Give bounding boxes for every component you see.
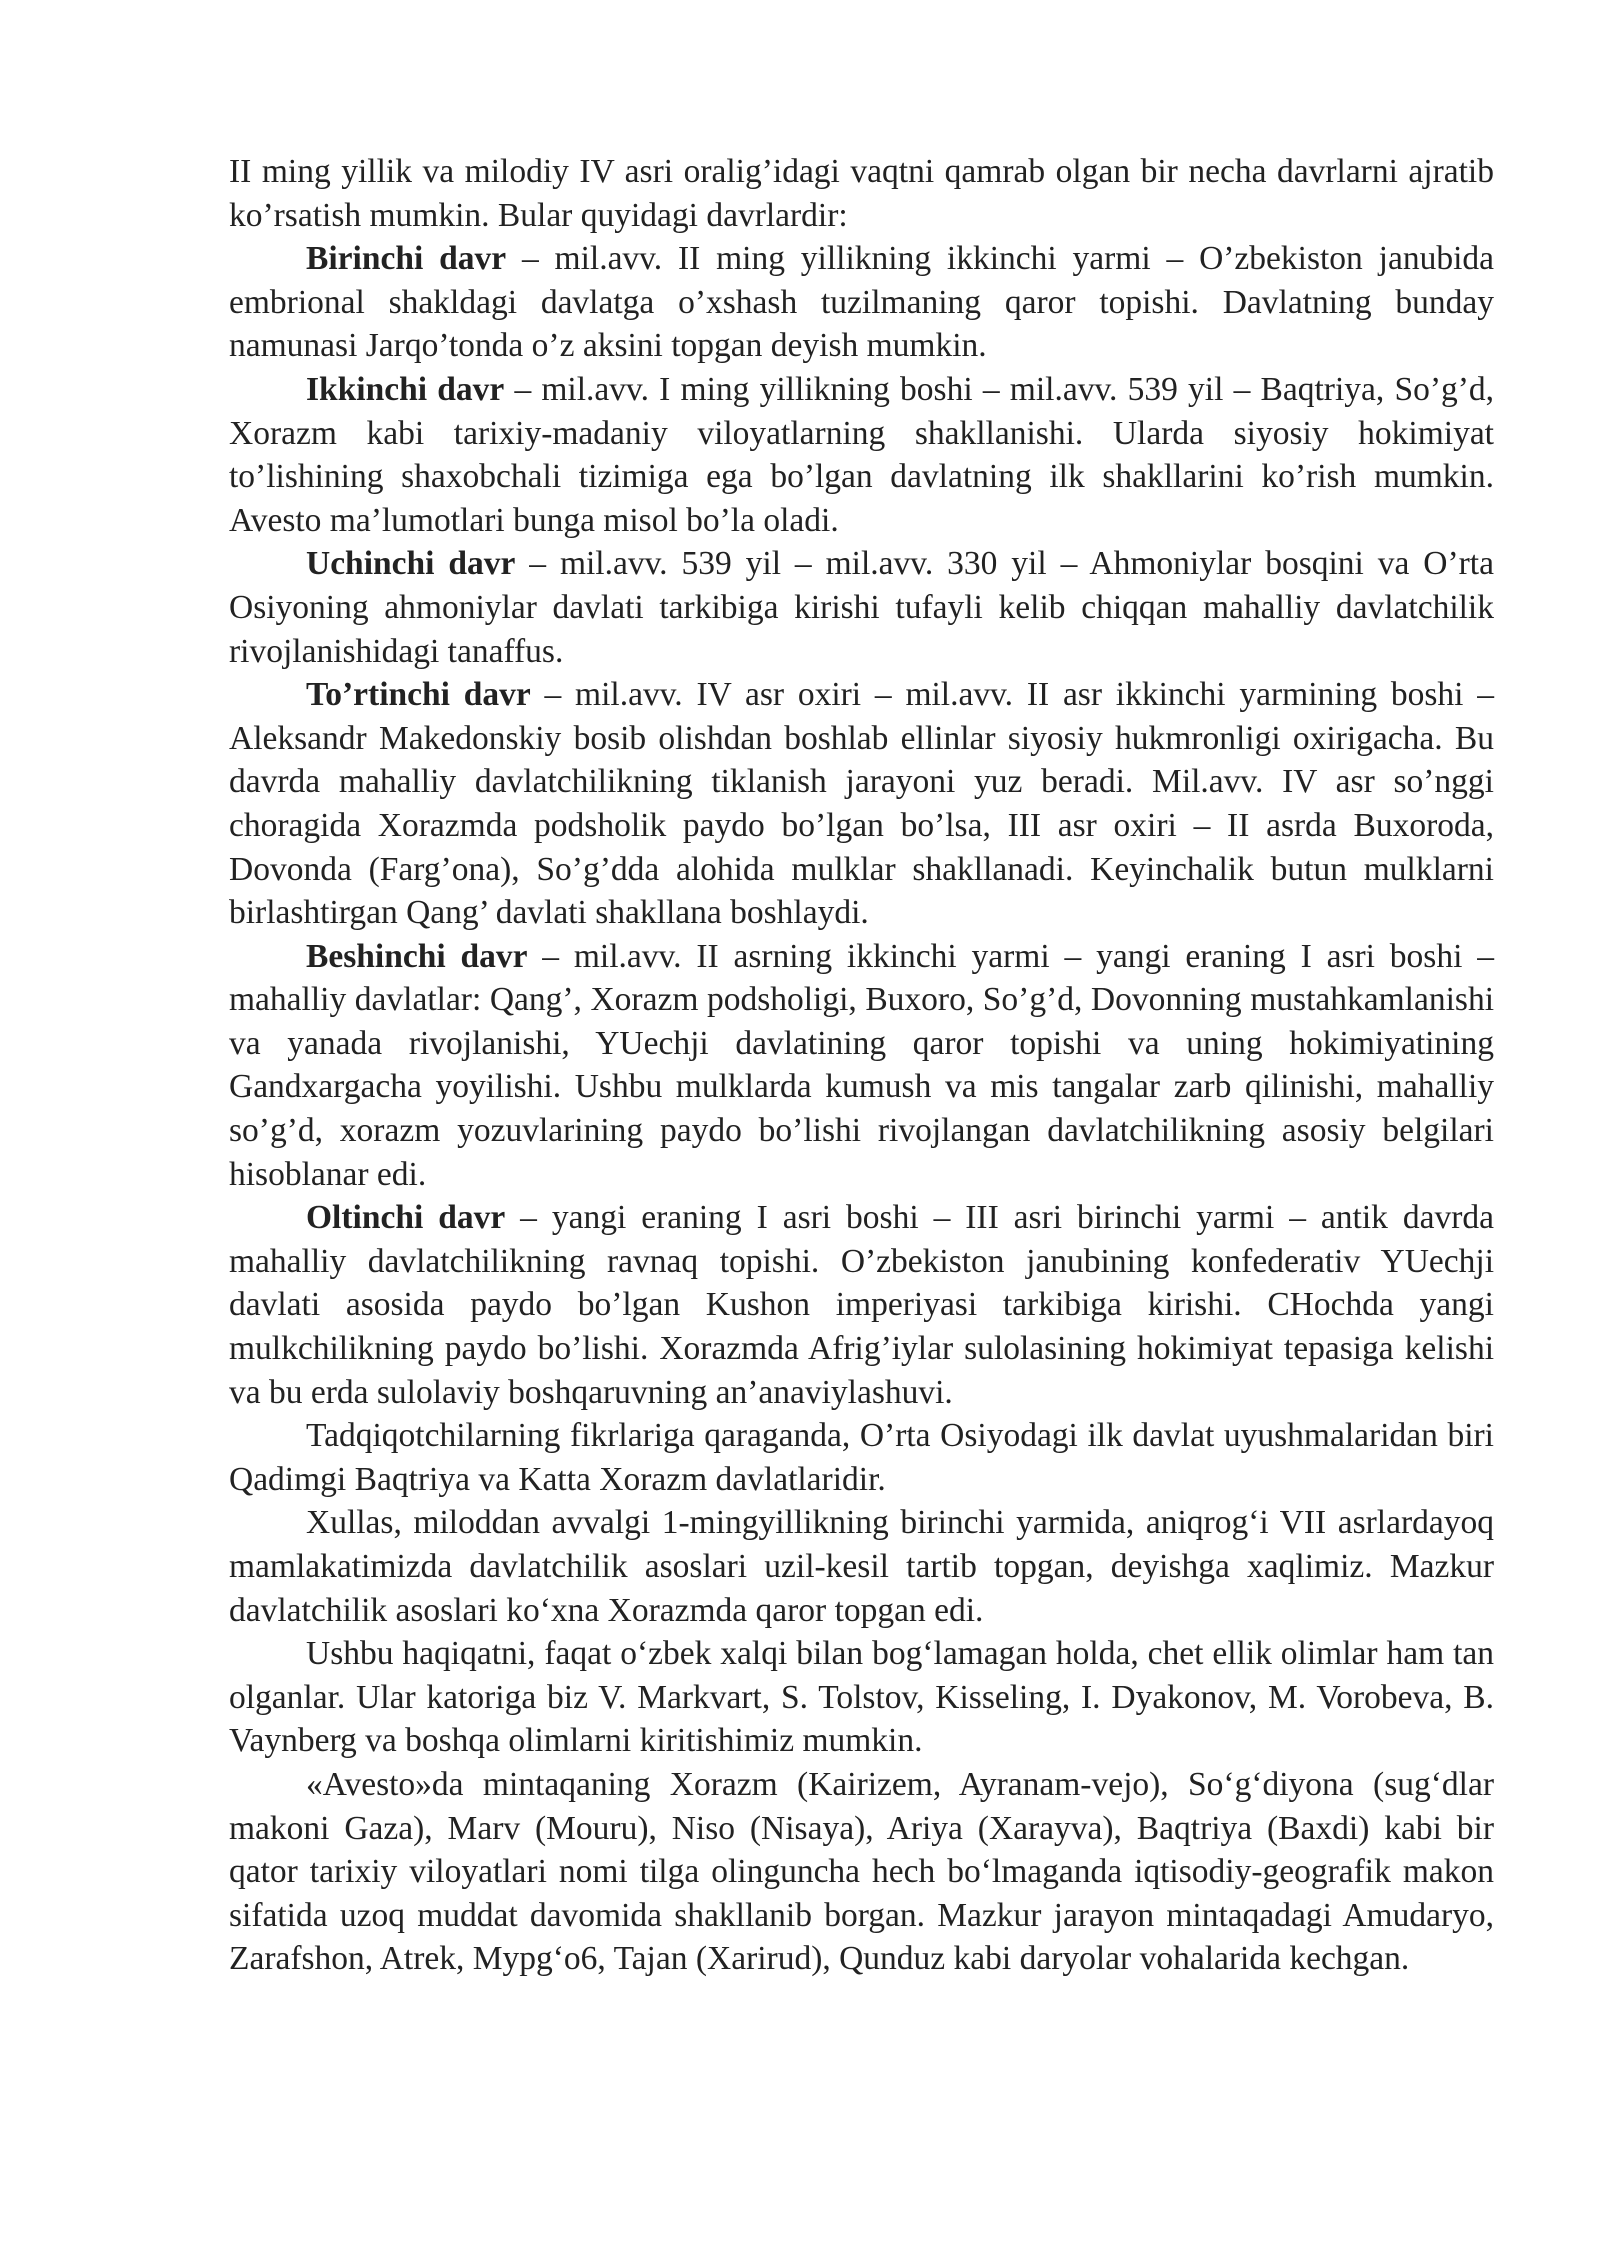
- body-paragraph-1: Tadqiqotchilarning fikrlariga qaraganda, O’rta Osiyodagi ilk davlat uyushmalaridan biri Qadimgi Baqtriya va Katta Xorazm davlatlaridir.: [229, 1417, 1494, 1498]
- period-paragraph-3: [229, 542, 1494, 673]
- body-paragraph-2: Xullas, miloddan avvalgi 1-mingyillikning birinchi yarmida, aniqrog‘i VII asrlardayoq mamlakatimizda davlatchilik asoslari uzil-kesil tartib topgan, deyishga xaqlimiz. Mazkur davlatchilik asoslari ko‘xna Xorazmda qaror topgan edi.: [229, 1504, 1494, 1629]
- intro-paragraph: II ming yillik va milodiy IV asri oralig’idagi vaqtni qamrab olgan bir necha davrlarni ajratib ko’rsatish mumkin. Bular quyidagi davrlardir:: [229, 153, 1494, 234]
- period-text: – mil.avv. II ming yillikning ikkinchi yarmi – O’zbekiston janubida embrional shakldagi davlatga o’xshash tuzilmaning qaror topishi. Davlatning bunday namunasi Jarqo’tonda o’z aksini topgan deyish mumkin.: [229, 240, 1494, 365]
- period-text: – mil.avv. 539 yil – mil.avv. 330 yil – Ahmoniylar bosqini va O’rta Osiyoning ahmoniylar davlati tarkibiga kirishi tufayli kelib chiqqan mahalliy davlatchilik rivojlanishidagi tanaffus.: [229, 545, 1494, 670]
- period-paragraph-2: [229, 368, 1494, 542]
- period-term: Ikkinchi davr: [306, 370, 505, 408]
- period-text: – mil.avv. II asrning ikkinchi yarmi – yangi eraning I asri boshi – mahalliy davlatlar: Qang’, Xorazm podsholigi, Buxoro, So’g’d, Dovonning mustahkamlanishi va yanada rivojlanishi, YUechji davlatining qaror topishi va uning hokimiyatining Gandxargacha yoyilishi. Ushbu mulklarda kumush va mis tangalar zarb qilinishi, mahalliy so’g’d, xorazm yozuvlarining paydo bo’lishi rivojlangan davlatchilikning asosiy belgilari hisoblanar edi.: [229, 937, 1494, 1193]
- period-text: – mil.avv. I ming yillikning boshi – mil.avv. 539 yil – Baqtriya, So’g’d, Xorazm kabi tarixiy-madaniy viloyatlarning shakllanishi. Ularda siyosiy hokimiyat to’lishining shaxobchali tizimiga ega bo’lgan davlatning ilk shakllarini ko’rish mumkin. Avesto ma’lumotlari bunga misol bo’la oladi.: [229, 370, 1495, 539]
- period-term: Beshinchi davr: [306, 937, 528, 975]
- period-paragraph-4: [229, 673, 1494, 935]
- period-paragraph-5: [229, 935, 1494, 1197]
- period-paragraph-6: [229, 1196, 1494, 1414]
- body-paragraph-3: Ushbu haqiqatni, faqat o‘zbek xalqi bilan bog‘lamagan holda, chet ellik olimlar ham tan olganlar. Ular katoriga biz V. Markvart, S. Tolstov, Kisseling, I. Dyakonov, M. Vorobeva, B. Vaynberg va boshqa olimlarni kiritishimiz mumkin.: [229, 1635, 1494, 1760]
- body-paragraph-4: «Avesto»da mintaqaning Xorazm (Kairizem, Ayranam-vejo), So‘g‘diyona (sug‘dlar makoni Gaza), Marv (Mouru), Niso (Nisaya), Ariya (Xarayva), Baqtriya (Baxdi) kabi bir qator tarixiy viloyatlari nomi tilga olinguncha hech bo‘lmaganda iqtisodiy-geografik makon sifatida uzoq muddat davomida shakllanib borgan. Mazkur jarayon mintaqadagi Amudaryo, Zarafshon, Atrek, Mypg‘o6, Tajan (Xarirud), Qunduz kabi daryolar vohalarida kechgan.: [229, 1765, 1494, 1978]
- document-page: [229, 150, 1494, 1981]
- period-text: – yangi eraning I asri boshi – III asri birinchi yarmi – antik davrda mahalliy davlatchilikning ravnaq topishi. O’zbekiston janubining konfederativ YUechji davlati asosida paydo bo’lgan Kushon imperiyasi tarkibiga kirishi. CHochda yangi mulkchilikning paydo bo’lishi. Xorazmda Afrig’iylar sulolasining hokimiyat tepasiga kelishi va bu erda sulolaviy boshqaruvning an’anaviylashuvi.: [229, 1199, 1494, 1411]
- period-term: Birinchi davr: [306, 240, 507, 278]
- period-paragraph-1: [229, 237, 1494, 368]
- period-term: To’rtinchi davr: [306, 676, 531, 714]
- period-term: Oltinchi davr: [306, 1199, 506, 1237]
- period-text: – mil.avv. IV asr oxiri – mil.avv. II asr ikkinchi yarmining boshi – Aleksandr Makedonskiy bosib olishdan boshlab ellinlar siyosiy hukmronligi oxirigacha. Bu davrda mahalliy davlatchilikning tiklanish jarayoni yuz beradi. Mil.avv. IV asr so’nggi choragida Xorazmda podsholik paydo bo’lgan bo’lsa, III asr oxiri – II asrda Buxoroda, Dovonda (Farg’ona), So’g’dda alohida mulklar shakllanadi. Keyinchalik butun mulklarni birlashtirgan Qang’ davlati shakllana boshlaydi.: [229, 676, 1494, 932]
- period-term: Uchinchi davr: [306, 545, 516, 583]
